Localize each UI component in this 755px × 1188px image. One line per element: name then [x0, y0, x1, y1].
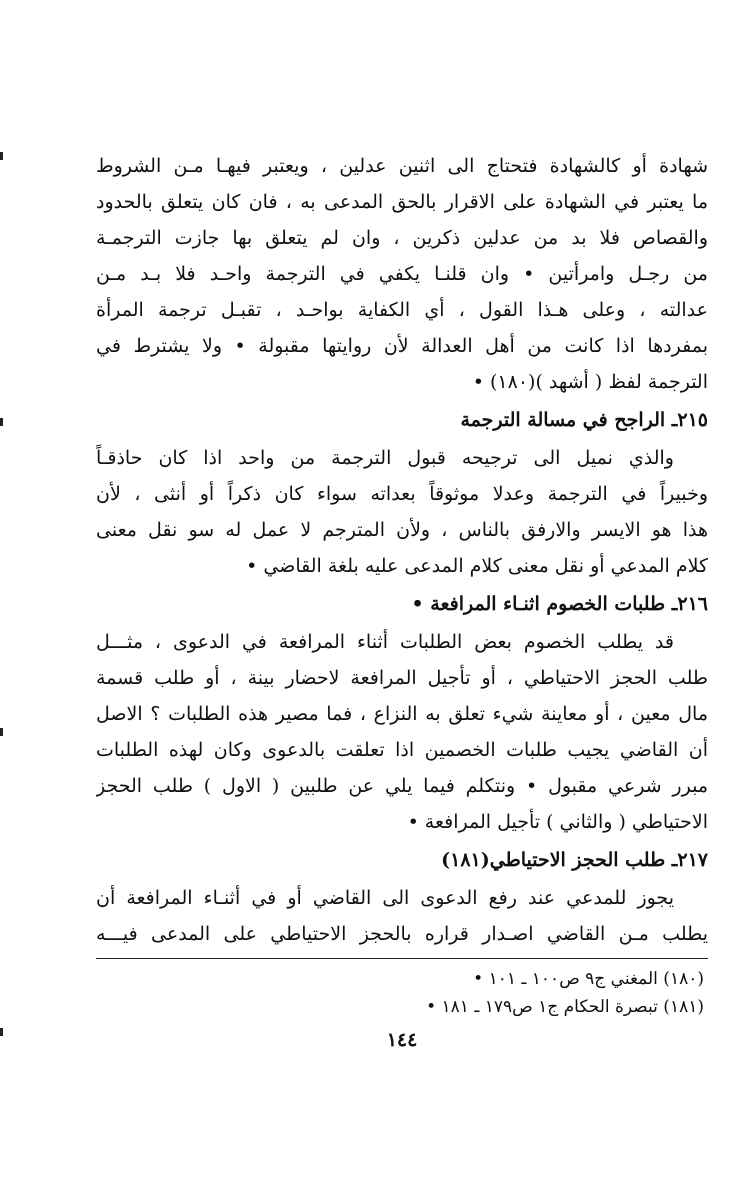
text-line: الاحتياطي ( والثاني ) تأجيل المرافعة • [407, 811, 708, 833]
scan-edge-mark [0, 728, 3, 736]
text-line: قد يطلب الخصوم بعض الطلبات أثناء المرافعة في الدعوى ، مثـــل [96, 631, 674, 653]
section-heading-216: ٢١٦ـ طلبات الخصوم اثنـاء المرافعة • [411, 593, 708, 615]
section-heading-217: ٢١٧ـ طلب الحجز الاحتياطي(١٨١) [441, 849, 708, 871]
text-line: عدالته ، وعلى هـذا القول ، أي الكفاية بواحـد ، تقبـل ترجمة المرأة [96, 299, 708, 321]
text-line: مال معين ، أو معاينة شيء تعلق به النزاع ، فما مصير هذه الطلبات ؟ الاصل [96, 703, 708, 725]
text-line: أن القاضي يجيب طلبات الخصمين اذا تعلقت بالدعوى وكان لهذه الطلبات [96, 739, 708, 761]
paragraph-translation-witness [96, 148, 708, 400]
text-line: يجوز للمدعي عند رفع الدعوى الى القاضي أو في أثنـاء المرافعة أن [96, 887, 674, 909]
text-line: هذا هو الايسر والارفق بالناس ، ولأن المترجم لا عمل له سو نقل معنى [96, 519, 708, 541]
text-line: ما يعتبر في الشهادة على الاقرار بالحق المدعى به ، فان كان يتعلق بالحدود [96, 191, 708, 213]
text-line: وخبيراً في الترجمة وعدلا موثوقاً بعداته سواء كان ذكراً أو أنثى ، لأن [96, 483, 708, 505]
paragraph-precautionary-seizure [96, 880, 708, 952]
scan-edge-mark [0, 152, 3, 160]
section-heading-215: ٢١٥ـ الراجح في مسالة الترجمة [460, 409, 708, 431]
scan-edge-mark [0, 1028, 3, 1036]
footnote-180: (١٨٠) المغني ج٩ ص١٠٠ ـ ١٠١ • [473, 969, 704, 989]
paragraph-litigant-requests [96, 624, 708, 840]
footnotes [96, 958, 708, 1021]
text-line: الترجمة لفظ ( أشهد )(١٨٠) • [472, 371, 708, 393]
text-line: والقصاص فلا بد من عدلين ذكرين ، وان لم يتعلق بها جازت الترجمـة [96, 227, 708, 249]
scan-edge-mark [0, 418, 3, 426]
text-line: مبرر شرعي مقبول • ونتكلم فيما يلي عن طلبين ( الاول ) طلب الحجز [96, 775, 708, 797]
text-line: كلام المدعي أو نقل معنى كلام المدعى عليه بلغة القاضي • [246, 555, 708, 577]
text-line: شهادة أو كالشهادة فتحتاج الى اثنين عدلين ، ويعتبر فيهـا مـن الشروط [96, 155, 708, 177]
text-line: من رجـل وامرأتين • وان قلنـا يكفي في الترجمة واحـد فلا بـد مـن [96, 263, 708, 285]
text-line: طلب الحجز الاحتياطي ، أو تأجيل المرافعة لاحضار بينة ، أو طلب قسمة [96, 667, 708, 689]
paragraph-preferred-opinion [96, 440, 708, 584]
footnote-181: (١٨١) تبصرة الحكام ج١ ص١٧٩ ـ ١٨١ • [426, 997, 704, 1017]
text-line: بمفردها اذا كانت من أهل العدالة لأن روايتها مقبولة • ولا يشترط في [96, 335, 708, 357]
text-line: يطلب مـن القاضي اصـدار قراره بالحجز الاحتياطي على المدعى فيـــه [96, 923, 708, 945]
document-page [96, 148, 708, 1051]
text-line: والذي نميل الى ترجيحه قبول الترجمة من واحد اذا كان حاذقـاً [96, 447, 674, 469]
page-number: ١٤٤ [386, 1029, 418, 1051]
